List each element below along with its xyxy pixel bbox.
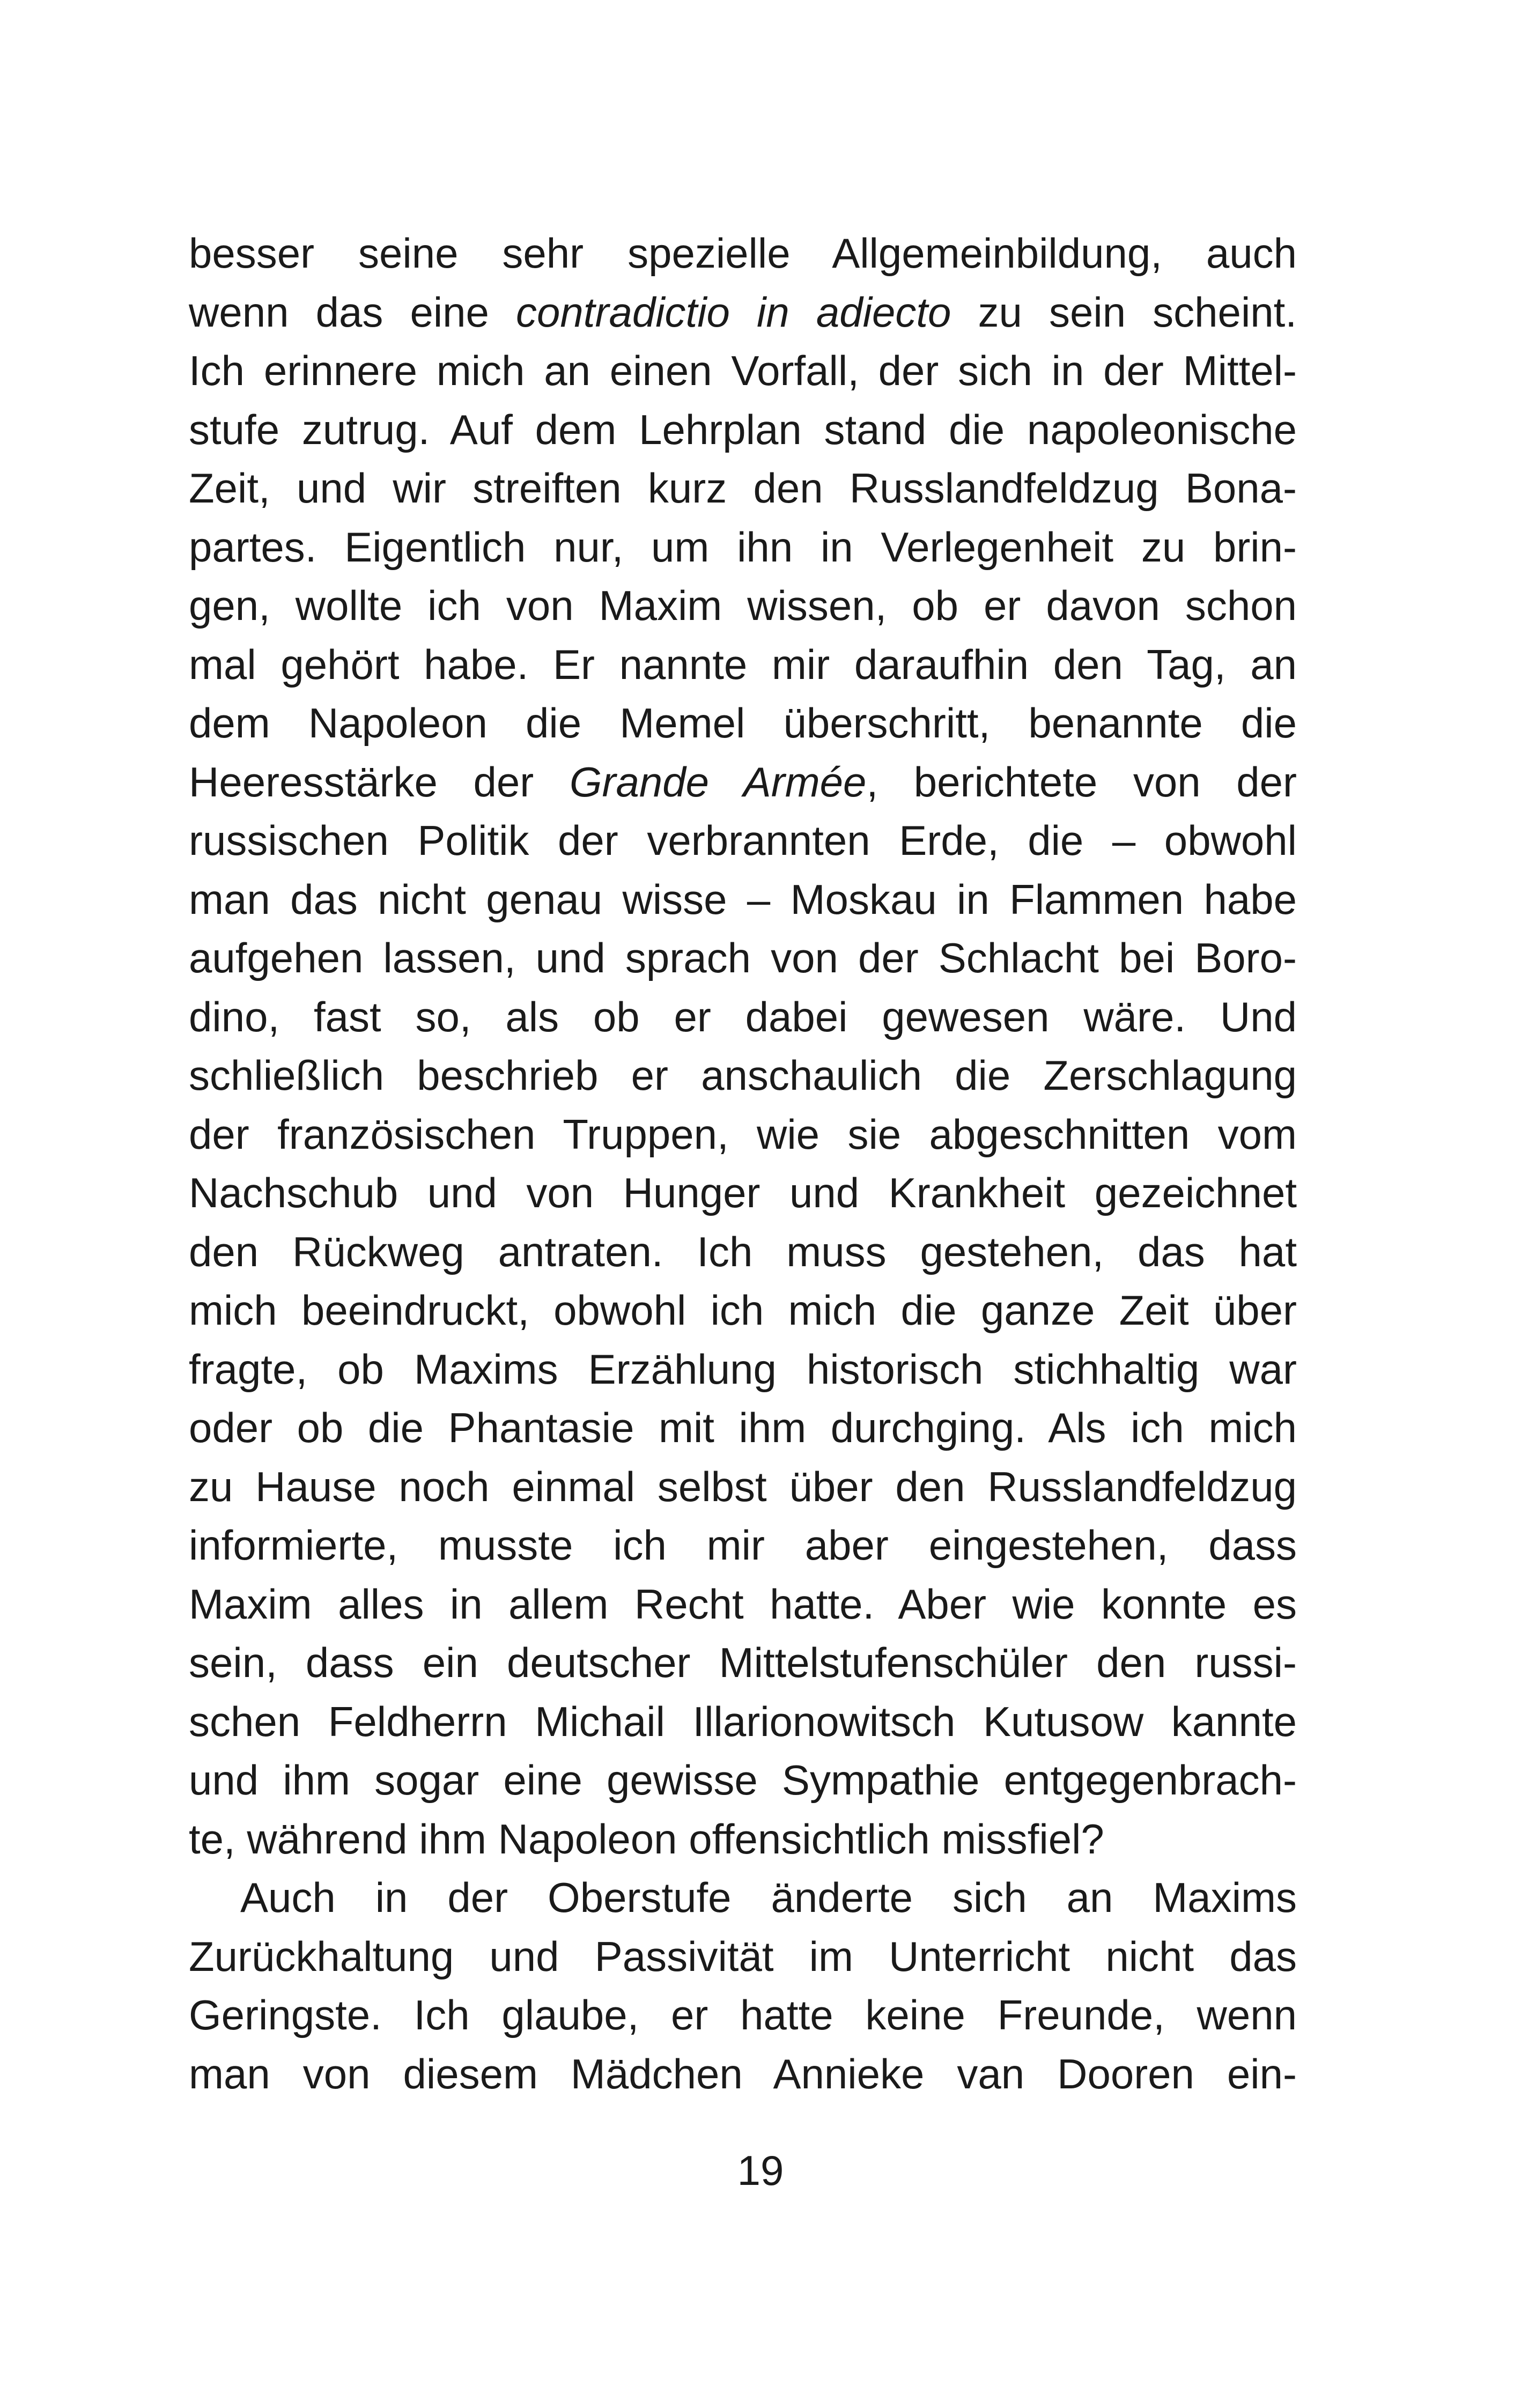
text-segment: wenn das eine [189, 288, 516, 336]
text-segment: und ihm sogar eine gewisse Sympathie entgegenbrach- [189, 1756, 1297, 1804]
italic-segment: Grande Armée [569, 758, 867, 806]
text-segment: den Rückweg antraten. Ich muss gestehen, das hat [189, 1228, 1297, 1275]
text-segment: schließlich beschrieb er anschaulich die Zerschlagung [189, 1052, 1297, 1099]
text-segment: Nachschub und von Hunger und Krankheit gezeichnet [189, 1169, 1297, 1216]
text-segment: man von diesem Mädchen Annieke van Dooren ein- [189, 2050, 1297, 2097]
text-line [189, 929, 1297, 988]
text-line [189, 636, 1297, 695]
text-segment: Zurückhaltung und Passivität im Unterricht nicht das [189, 1932, 1297, 1980]
text-segment: partes. Eigentlich nur, um ihn in Verlegenheit zu brin- [189, 523, 1297, 571]
text-line [189, 518, 1297, 577]
text-segment: oder ob die Phantasie mit ihm durchging. Als ich mich [189, 1404, 1297, 1451]
text-line [189, 1046, 1297, 1105]
text-line [189, 988, 1297, 1047]
text-segment: schen Feldherrn Michail Illarionowitsch Kutusow kannte [189, 1697, 1297, 1745]
text-segment: dem Napoleon die Memel überschritt, benannte die [189, 699, 1297, 747]
text-segment: russischen Politik der verbrannten Erde, die – obwohl [189, 817, 1297, 864]
page-number: 19 [737, 2147, 784, 2194]
text-segment: sein, dass ein deutscher Mittelstufenschüler den russi- [189, 1639, 1297, 1686]
text-line [189, 1516, 1297, 1575]
text-line [189, 1927, 1297, 1986]
text-line [189, 694, 1297, 753]
text-line [189, 1399, 1297, 1458]
text-line [189, 753, 1297, 812]
text-line [189, 577, 1297, 636]
text-segment: gen, wollte ich von Maxim wissen, ob er davon schon [189, 582, 1297, 629]
text-line [189, 811, 1297, 870]
text-line [189, 1575, 1297, 1634]
text-segment: Heeresstärke der [189, 758, 570, 806]
text-line [189, 1281, 1297, 1340]
text-line [189, 2045, 1297, 2104]
text-line [189, 1458, 1297, 1517]
text-line [189, 1634, 1297, 1693]
text-segment: zu Hause noch einmal selbst über den Russlandfeldzug [189, 1462, 1297, 1510]
text-segment: , berichtete von der [866, 758, 1297, 806]
text-segment: Ich erinnere mich an einen Vorfall, der sich in der Mittel- [189, 347, 1297, 394]
text-line [189, 1105, 1297, 1164]
text-segment: dino, fast so, als ob er dabei gewesen wäre. Und [189, 993, 1297, 1040]
text-line [189, 401, 1297, 460]
text-line [189, 870, 1297, 929]
text-segment: aufgehen lassen, und sprach von der Schlacht bei Boro- [189, 934, 1297, 981]
text-segment: mal gehört habe. Er nannte mir daraufhin den Tag, an [189, 640, 1297, 688]
text-segment: zu sein scheint. [951, 288, 1297, 336]
text-line [189, 342, 1297, 401]
text-segment: Zeit, und wir streiften kurz den Russlandfeldzug Bona- [189, 464, 1297, 512]
text-segment: der französischen Truppen, wie sie abgeschnitten vom [189, 1110, 1297, 1158]
text-segment: mich beeindruckt, obwohl ich mich die ganze Zeit über [189, 1287, 1297, 1334]
text-line [189, 1693, 1297, 1752]
text-segment: Maxim alles in allem Recht hatte. Aber wie konnte es [189, 1580, 1297, 1628]
text-segment: stufe zutrug. Auf dem Lehrplan stand die napoleonische [189, 405, 1297, 453]
text-line [189, 459, 1297, 518]
text-segment: fragte, ob Maxims Erzählung historisch stichhaltig war [189, 1345, 1297, 1393]
body-text [189, 224, 1297, 2103]
text-segment: man das nicht genau wisse – Moskau in Flammen habe [189, 875, 1297, 923]
text-line [189, 224, 1297, 283]
text-segment: te, während ihm Napoleon offensichtlich missfiel? [189, 1815, 1104, 1863]
text-line [189, 1340, 1297, 1399]
italic-segment: contradictio in adiecto [516, 288, 951, 336]
text-line [189, 1164, 1297, 1223]
text-segment: besser seine sehr spezielle Allgemeinbildung, auch [189, 230, 1297, 277]
text-segment: Auch in der Oberstufe änderte sich an Maxims [240, 1874, 1297, 1921]
text-line [189, 1751, 1297, 1810]
text-line [189, 1810, 1297, 1869]
text-segment: informierte, musste ich mir aber eingestehen, dass [189, 1521, 1297, 1569]
text-line [189, 1223, 1297, 1282]
text-line [189, 1986, 1297, 2045]
text-line [189, 283, 1297, 342]
text-line [189, 1868, 1297, 1927]
text-segment: Geringste. Ich glaube, er hatte keine Freunde, wenn [189, 1991, 1297, 2038]
